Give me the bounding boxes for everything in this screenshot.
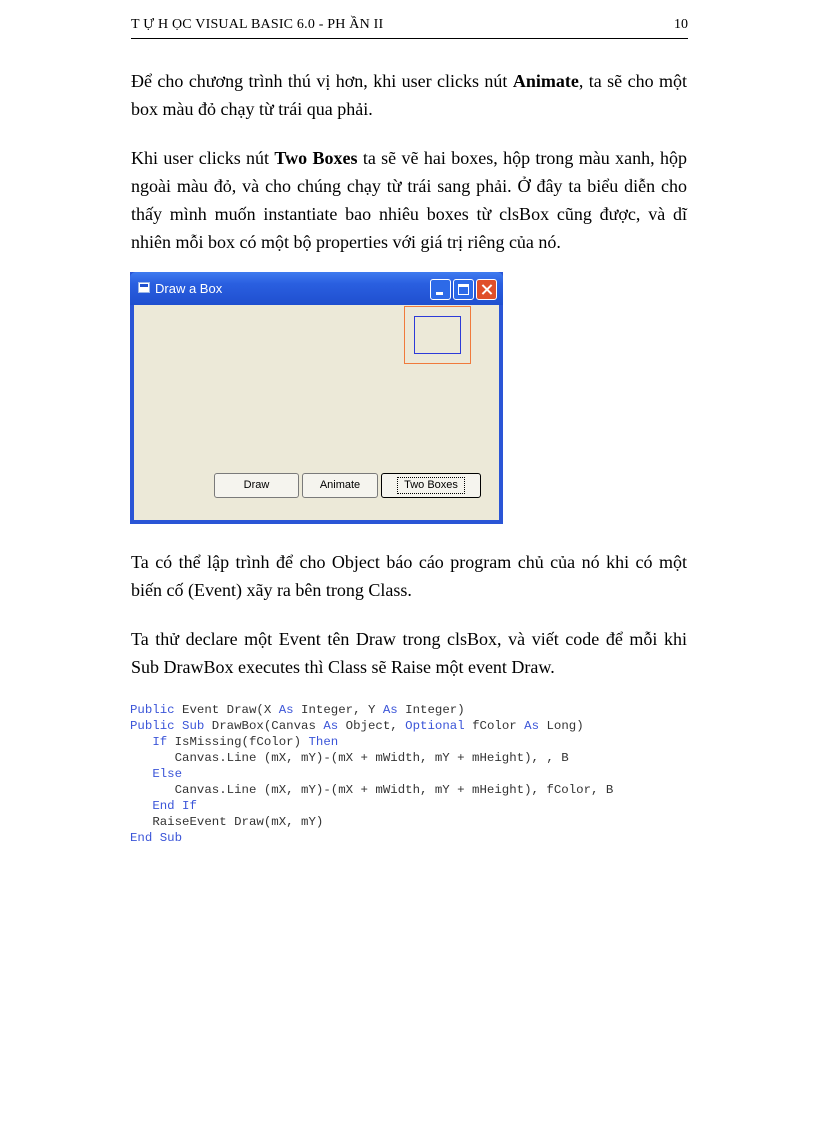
code-keyword: As [524, 719, 540, 733]
code-keyword: End Sub [130, 831, 183, 845]
code-text: Event Draw(X [174, 703, 279, 717]
code-line-5 [130, 767, 182, 781]
window-title: Draw a Box [155, 281, 223, 296]
code-keyword: End If [152, 799, 197, 813]
code-keyword: Public Sub [130, 719, 205, 733]
code-keyword: As [278, 703, 294, 717]
window-app-icon [138, 282, 150, 293]
code-keyword: Then [308, 735, 339, 749]
two-boxes-button[interactable] [381, 473, 481, 498]
p1-text-c: , ta sẽ cho một box màu đỏ chạy từ trái qua phải. [131, 71, 687, 119]
page-number: 10 [674, 17, 688, 32]
code-keyword: Public [130, 703, 175, 717]
p1-bold-animate: Animate [512, 71, 579, 91]
code-text: Integer, Y [293, 703, 383, 717]
window-titlebar[interactable] [130, 272, 503, 305]
two-boxes-label: Two Boxes [397, 477, 465, 494]
code-line-8 [130, 815, 323, 829]
code-text: Integer) [397, 703, 465, 717]
code-keyword: As [382, 703, 398, 717]
code-line-9 [130, 831, 182, 845]
animate-button[interactable]: Animate [302, 473, 378, 498]
code-text: IsMissing(fColor) [167, 735, 309, 749]
code-line-2 [130, 719, 584, 733]
paragraph-declare-event: Ta thử declare một Event tên Draw trong clsBox, và viết code để mỗi khi Sub DrawBox executes thì Class sẽ Raise một event Draw. [131, 629, 687, 677]
code-line-4 [130, 751, 569, 765]
code-line-1 [130, 703, 465, 717]
maximize-button[interactable] [453, 279, 474, 300]
draw-button[interactable]: Draw [214, 473, 299, 498]
p2-text-a: Khi user clicks nút [131, 148, 275, 168]
header-title: T Ự H ỌC VISUAL BASIC 6.0 - PH ẦN II [131, 17, 384, 32]
minimize-button[interactable] [430, 279, 451, 300]
p2-bold-two-boxes: Two Boxes [274, 148, 358, 168]
code-block [130, 702, 613, 846]
paragraph-two-boxes [131, 144, 687, 256]
code-text: DrawBox(Canvas [204, 719, 324, 733]
code-keyword: Else [152, 767, 183, 781]
code-keyword: As [323, 719, 339, 733]
page-header [131, 14, 688, 39]
close-button[interactable] [476, 279, 497, 300]
paragraph-animate [131, 67, 687, 123]
code-text: RaiseEvent Draw(mX, mY) [152, 815, 324, 829]
draw-a-box-window [130, 272, 503, 524]
form-canvas [134, 305, 499, 520]
code-line-6 [130, 783, 613, 797]
paragraph-event: Ta có thể lập trình để cho Object báo cáo program chủ của nó khi có một biến cố (Event) xãy ra bên trong Class. [131, 552, 687, 600]
code-text: Canvas.Line (mX, mY)-(mX + mWidth, mY + mHeight), fColor, B [174, 783, 614, 797]
code-text: fColor [464, 719, 525, 733]
code-keyword: If [152, 735, 168, 749]
code-line-3 [130, 735, 338, 749]
code-line-7 [130, 799, 197, 813]
inner-blue-box [414, 316, 461, 354]
code-keyword: Optional [405, 719, 465, 733]
code-text: Canvas.Line (mX, mY)-(mX + mWidth, mY + mHeight), , B [174, 751, 569, 765]
code-text: Long) [539, 719, 584, 733]
code-text: Object, [338, 719, 406, 733]
p2-text-c: ta sẽ vẽ hai boxes, hộp trong màu xanh, hộp ngoài màu đỏ, và cho chúng chạy từ trái sang phải. Ở đây ta biểu diễn cho thấy mình muốn instantiate bao nhiêu boxes từ clsBox cũng được, và dĩ nhiên mỗi box có một bộ properties với giá trị riêng của nó. [131, 148, 687, 252]
p1-text-a: Để cho chương trình thú vị hơn, khi user clicks nút [131, 71, 513, 91]
